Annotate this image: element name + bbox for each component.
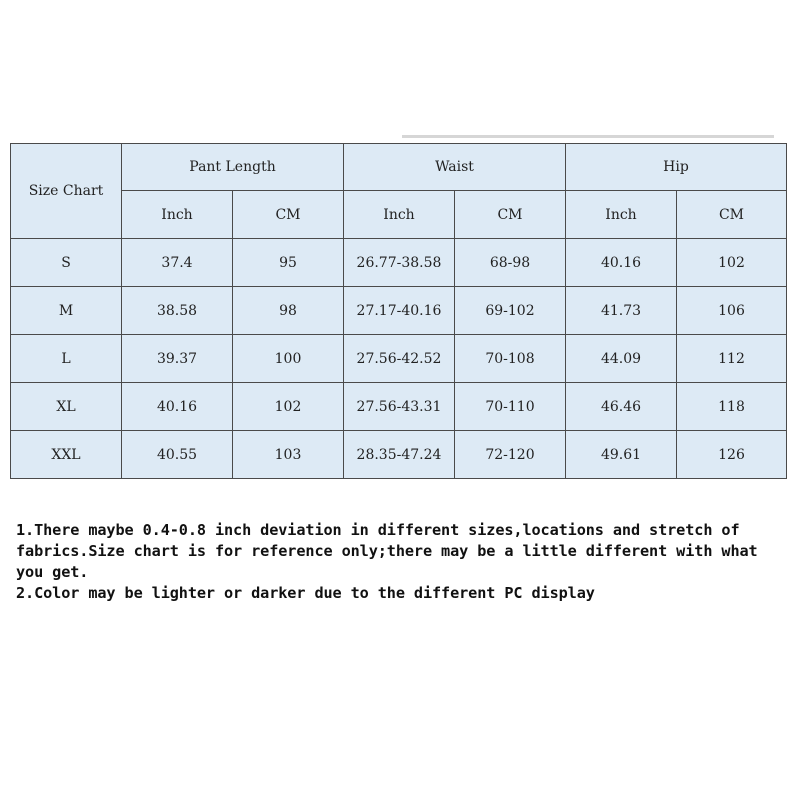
table-cell: 49.61 — [566, 431, 677, 479]
pant-length-cm-header: CM — [233, 191, 344, 239]
table-cell: 106 — [677, 287, 787, 335]
table-cell: 102 — [677, 239, 787, 287]
waist-cm-header: CM — [455, 191, 566, 239]
table-cell: 40.55 — [122, 431, 233, 479]
header-row-groups — [11, 144, 787, 191]
table-cell: 98 — [233, 287, 344, 335]
table-row — [11, 383, 787, 431]
table-row — [11, 335, 787, 383]
table-cell: 126 — [677, 431, 787, 479]
table-cell: 68-98 — [455, 239, 566, 287]
note-deviation: 1.There maybe 0.4-0.8 inch deviation in different sizes,locations and stretch of fabrics.Size chart is for reference only;there may be a little different with what you get. — [16, 521, 758, 581]
table-cell: 40.16 — [566, 239, 677, 287]
table-cell: 72-120 — [455, 431, 566, 479]
size-cell: M — [11, 287, 122, 335]
waist-inch-header: Inch — [344, 191, 455, 239]
table-cell: 40.16 — [122, 383, 233, 431]
pant-length-header: Pant Length — [122, 144, 344, 191]
table-cell: 70-110 — [455, 383, 566, 431]
table-cell: 44.09 — [566, 335, 677, 383]
size-chart-table — [10, 143, 787, 479]
table-cell: 38.58 — [122, 287, 233, 335]
table-cell: 46.46 — [566, 383, 677, 431]
header-row-units — [11, 191, 787, 239]
size-cell: S — [11, 239, 122, 287]
table-row — [11, 287, 787, 335]
size-cell: XXL — [11, 431, 122, 479]
table-cell: 95 — [233, 239, 344, 287]
top-divider — [402, 135, 774, 138]
table-row — [11, 431, 787, 479]
table-row — [11, 239, 787, 287]
table-cell: 26.77-38.58 — [344, 239, 455, 287]
table-cell: 70-108 — [455, 335, 566, 383]
table-cell: 27.56-43.31 — [344, 383, 455, 431]
table-cell: 27.56-42.52 — [344, 335, 455, 383]
size-cell: L — [11, 335, 122, 383]
table-cell: 112 — [677, 335, 787, 383]
table-cell: 39.37 — [122, 335, 233, 383]
size-cell: XL — [11, 383, 122, 431]
table-cell: 27.17-40.16 — [344, 287, 455, 335]
hip-cm-header: CM — [677, 191, 787, 239]
table-cell: 100 — [233, 335, 344, 383]
pant-length-inch-header: Inch — [122, 191, 233, 239]
table-cell: 103 — [233, 431, 344, 479]
size-chart-label: Size Chart — [11, 144, 122, 239]
table-cell: 118 — [677, 383, 787, 431]
table-cell: 69-102 — [455, 287, 566, 335]
table-cell: 41.73 — [566, 287, 677, 335]
table-cell: 102 — [233, 383, 344, 431]
size-notes — [16, 520, 786, 604]
hip-header: Hip — [566, 144, 787, 191]
note-color: 2.Color may be lighter or darker due to the different PC display — [16, 584, 595, 602]
hip-inch-header: Inch — [566, 191, 677, 239]
waist-header: Waist — [344, 144, 566, 191]
table-cell: 28.35-47.24 — [344, 431, 455, 479]
table-cell: 37.4 — [122, 239, 233, 287]
